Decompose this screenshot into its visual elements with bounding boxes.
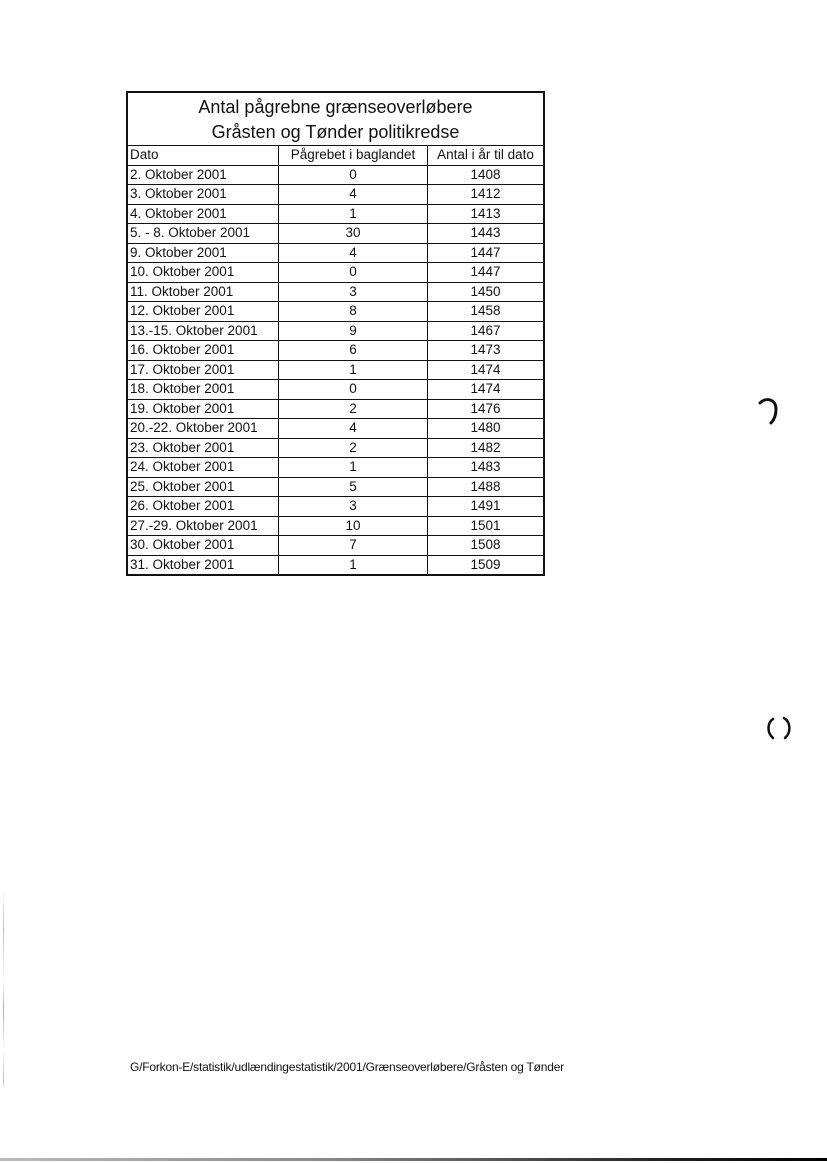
cell-date: 5. - 8. Oktober 2001 <box>128 224 279 244</box>
table-row <box>128 477 543 497</box>
cell-apprehended: 1 <box>279 204 428 224</box>
cell-apprehended: 1 <box>279 360 428 380</box>
cell-date: 24. Oktober 2001 <box>128 458 279 478</box>
table-row <box>128 536 543 556</box>
cell-year-to-date: 1473 <box>428 341 544 361</box>
cell-apprehended: 2 <box>279 399 428 419</box>
statistics-table <box>128 146 543 574</box>
column-header-year-to-date: Antal i år til dato <box>428 146 544 165</box>
cell-year-to-date: 1408 <box>428 165 544 185</box>
cell-year-to-date: 1480 <box>428 419 544 439</box>
table-row <box>128 497 543 517</box>
cell-date: 18. Oktober 2001 <box>128 380 279 400</box>
cell-year-to-date: 1501 <box>428 516 544 536</box>
cell-year-to-date: 1509 <box>470 556 501 572</box>
table-row <box>128 438 543 458</box>
cell-date: 2. Oktober 2001 <box>128 165 279 185</box>
cell-date: 25. Oktober 2001 <box>128 477 279 497</box>
table-row <box>128 243 543 263</box>
table-row <box>128 516 543 536</box>
statistics-table-box <box>126 91 545 576</box>
cell-date: 13.-15. Oktober 2001 <box>128 321 279 341</box>
cell-date: 26. Oktober 2001 <box>128 497 279 517</box>
cell-year-to-date: 1413 <box>428 204 544 224</box>
cell-apprehended: 5 <box>279 477 428 497</box>
table-row <box>128 204 543 224</box>
cell-apprehended: 0 <box>279 263 428 283</box>
file-path-footer: G/Forkon-E/statistik/udlændingestatistik/2001/Grænseoverløbere/Gråsten og Tønder <box>130 1060 564 1074</box>
table-row <box>128 165 543 185</box>
table-row <box>128 321 543 341</box>
cell-year-to-date: 1458 <box>428 302 544 322</box>
table-row <box>128 380 543 400</box>
cell-date: 3. Oktober 2001 <box>128 185 279 205</box>
cell-apprehended: 4 <box>279 419 428 439</box>
table-header-row <box>128 146 543 165</box>
cell-year-to-date: 1447 <box>428 263 544 283</box>
cell-apprehended: 2 <box>279 438 428 458</box>
cell-date: 31. Oktober 2001 <box>128 555 279 574</box>
cell-date: 12. Oktober 2001 <box>128 302 279 322</box>
cell-apprehended: 3 <box>279 497 428 517</box>
table-row <box>128 224 543 244</box>
cell-apprehended: 10 <box>279 516 428 536</box>
column-header-date: Dato <box>128 146 279 165</box>
table-title <box>128 93 543 146</box>
column-header-apprehended: Pågrebet i baglandet <box>279 146 428 165</box>
cell-date: 23. Oktober 2001 <box>128 438 279 458</box>
table-row <box>128 302 543 322</box>
hole-punch-ring-icon <box>764 715 794 741</box>
cell-year-to-date: 1450 <box>428 282 544 302</box>
table-body <box>128 165 543 574</box>
table-row <box>128 282 543 302</box>
cell-apprehended: 0 <box>279 165 428 185</box>
cell-year-to-date: 1412 <box>428 185 544 205</box>
cell-apprehended: 7 <box>279 536 428 556</box>
cell-apprehended: 8 <box>279 302 428 322</box>
cell-apprehended: 6 <box>279 341 428 361</box>
cell-apprehended: 3 <box>279 282 428 302</box>
cell-apprehended: 1 <box>279 555 428 574</box>
table-row <box>128 419 543 439</box>
cell-year-to-date: 1491 <box>428 497 544 517</box>
cell-year-to-date: 1467 <box>428 321 544 341</box>
cell-year-to-date: 1474 <box>428 360 544 380</box>
cell-date: 9. Oktober 2001 <box>128 243 279 263</box>
table-title-line-2: Gråsten og Tønder politikredse <box>211 122 460 142</box>
cell-date: 10. Oktober 2001 <box>128 263 279 283</box>
cell-date: 20.-22. Oktober 2001 <box>128 419 279 439</box>
cell-apprehended: 0 <box>279 380 428 400</box>
cell-apprehended: 1 <box>279 458 428 478</box>
cell-date: 19. Oktober 2001 <box>128 399 279 419</box>
table-row <box>128 458 543 478</box>
cell-date: 27.-29. Oktober 2001 <box>128 516 279 536</box>
table-row <box>128 263 543 283</box>
cell-year-to-date: 1443 <box>428 224 544 244</box>
cell-year-to-date: 1476 <box>428 399 544 419</box>
cell-apprehended: 4 <box>279 185 428 205</box>
table-row <box>128 399 543 419</box>
scan-bottom-edge <box>0 1158 827 1161</box>
table-row <box>128 185 543 205</box>
cell-apprehended: 9 <box>279 321 428 341</box>
cell-year-to-date: 1474 <box>428 380 544 400</box>
cell-date: 4. Oktober 2001 <box>128 204 279 224</box>
table-title-line-1: Antal pågrebne grænseoverløbere <box>198 97 473 117</box>
cell-date: 30. Oktober 2001 <box>128 536 279 556</box>
table-row <box>128 341 543 361</box>
cell-date: 11. Oktober 2001 <box>128 282 279 302</box>
cell-year-to-date: 1508 <box>428 536 544 556</box>
cell-apprehended: 4 <box>279 243 428 263</box>
cell-year-to-date: 1447 <box>428 243 544 263</box>
cell-date: 16. Oktober 2001 <box>128 341 279 361</box>
hole-punch-mark-icon <box>758 395 780 425</box>
cell-apprehended: 30 <box>279 224 428 244</box>
cell-date: 17. Oktober 2001 <box>128 360 279 380</box>
table-row <box>128 555 543 574</box>
cell-year-to-date: 1483 <box>428 458 544 478</box>
cell-year-to-date: 1482 <box>428 438 544 458</box>
table-row <box>128 360 543 380</box>
scan-edge-artifact <box>3 890 4 1090</box>
cell-year-to-date: 1488 <box>428 477 544 497</box>
